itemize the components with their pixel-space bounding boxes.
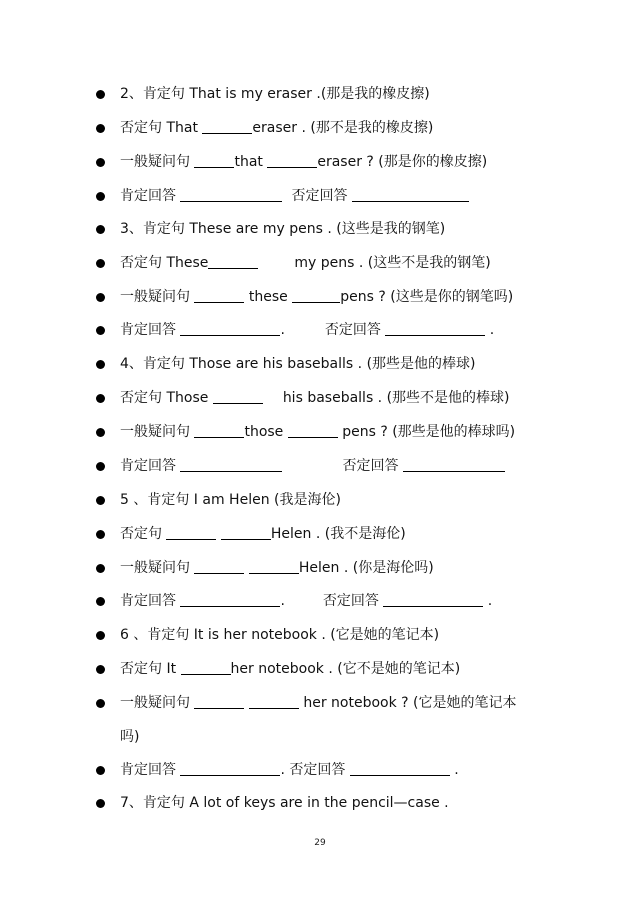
text-line: [120, 793, 449, 813]
answer-blank[interactable]: [383, 592, 483, 607]
line-text: eraser ? (那是你的橡皮擦): [317, 154, 488, 170]
bullet: [96, 462, 105, 471]
answer-blank[interactable]: [385, 321, 485, 336]
line-text: 2、肯定句 That is my eraser .(那是我的橡皮擦): [120, 86, 430, 102]
line-text: Helen . (我不是海伦): [270, 526, 406, 542]
line-text: 吗): [120, 729, 140, 745]
text-line: [120, 388, 510, 408]
answer-blank[interactable]: [350, 761, 450, 776]
answer-blank[interactable]: [213, 389, 263, 404]
text-line: [120, 558, 434, 578]
text-line: [120, 186, 469, 206]
answer-blank[interactable]: [403, 457, 505, 472]
text-line: [120, 287, 513, 307]
text-line: [120, 118, 433, 138]
line-text: 一般疑问句: [120, 695, 195, 711]
line-text: 肯定回答: [120, 458, 181, 474]
line-text: .: [280, 322, 285, 338]
answer-blank[interactable]: [249, 694, 299, 709]
line-text: 7、肯定句 A lot of keys are in the pencil—case .: [120, 795, 449, 811]
line-text: 一般疑问句: [120, 289, 195, 305]
line-text: these: [244, 289, 293, 305]
bullet: [96, 799, 105, 808]
bullet: [96, 326, 105, 335]
text-line: [120, 625, 439, 645]
text-line: [120, 524, 406, 544]
line-text: 肯定回答: [120, 322, 181, 338]
bullet: [96, 225, 105, 234]
answer-blank[interactable]: [180, 592, 280, 607]
line-text: 否定句 That: [120, 120, 203, 136]
text-line: [120, 490, 341, 510]
bullet: [96, 158, 105, 167]
line-text: pens ? (那些是他的棒球吗): [337, 424, 516, 440]
answer-blank[interactable]: [194, 423, 244, 438]
text-line: [120, 591, 492, 611]
page-number: 29: [314, 838, 326, 848]
bullet: [96, 766, 105, 775]
text-line: [120, 219, 445, 239]
text-line: [120, 354, 476, 374]
answer-blank[interactable]: [352, 187, 469, 202]
answer-blank[interactable]: [249, 559, 299, 574]
text-line: [120, 760, 459, 780]
line-text: 5 、肯定句 I am Helen (我是海伦): [120, 492, 341, 508]
line-text: 一般疑问句: [120, 560, 195, 576]
bullet: [96, 293, 105, 302]
answer-blank[interactable]: [194, 153, 234, 168]
line-text: .: [449, 762, 459, 778]
line-text: 4、肯定句 Those are his baseballs . (那些是他的棒球): [120, 356, 476, 372]
line-text: those: [244, 424, 288, 440]
line-text: 一般疑问句: [120, 424, 195, 440]
line-text: .: [483, 593, 493, 609]
line-text: 否定回答: [342, 458, 403, 474]
answer-blank[interactable]: [288, 423, 338, 438]
line-text: 肯定回答: [120, 762, 181, 778]
text-line: [120, 320, 494, 340]
bullet: [96, 360, 105, 369]
line-text: that: [234, 154, 268, 170]
answer-blank[interactable]: [194, 288, 244, 303]
line-text: 否定回答: [324, 322, 386, 338]
line-text: 否定句: [120, 526, 167, 542]
line-text: 否定回答: [291, 188, 352, 204]
answer-blank[interactable]: [194, 559, 244, 574]
bullet: [96, 124, 105, 133]
line-text: Helen . (你是海伦吗): [298, 560, 434, 576]
line-text: 6 、肯定句 It is her notebook . (它是她的笔记本): [120, 627, 440, 643]
answer-blank[interactable]: [267, 153, 317, 168]
line-text: 否定回答: [322, 593, 384, 609]
line-text: 一般疑问句: [120, 154, 195, 170]
line-text: .: [280, 593, 285, 609]
line-text: my pens . (这些不是我的钢笔): [294, 255, 491, 271]
bullet: [96, 192, 105, 201]
line-text: 否定句 These: [120, 255, 209, 271]
text-line: [120, 693, 517, 713]
line-text: eraser . (那不是我的橡皮擦): [252, 120, 434, 136]
bullet: [96, 597, 105, 606]
bullet: [96, 699, 105, 708]
line-text: . 否定回答: [280, 762, 350, 778]
answer-blank[interactable]: [180, 761, 280, 776]
line-text: his baseballs . (那些不是他的棒球): [282, 390, 510, 406]
text-line: [120, 152, 487, 172]
text-line-continuation: [120, 727, 139, 747]
text-line: [120, 659, 460, 679]
answer-blank[interactable]: [180, 321, 280, 336]
answer-blank[interactable]: [194, 694, 244, 709]
answer-blank[interactable]: [180, 187, 282, 202]
bullet: [96, 259, 105, 268]
text-line: [120, 253, 491, 273]
bullet: [96, 90, 105, 99]
bullet: [96, 564, 105, 573]
bullet: [96, 530, 105, 539]
line-text: 肯定回答: [120, 188, 181, 204]
text-line: [120, 422, 515, 442]
answer-blank[interactable]: [202, 119, 252, 134]
answer-blank[interactable]: [180, 457, 282, 472]
answer-blank[interactable]: [208, 254, 258, 269]
text-line: [120, 84, 430, 104]
line-text: her notebook . (它不是她的笔记本): [230, 661, 461, 677]
bullet: [96, 631, 105, 640]
line-text: 否定句 It: [120, 661, 181, 677]
answer-blank[interactable]: [181, 660, 231, 675]
bullet: [96, 665, 105, 674]
bullet: [96, 394, 105, 403]
line-text: .: [485, 322, 495, 338]
line-text: 3、肯定句 These are my pens . (这些是我的钢笔): [120, 221, 446, 237]
line-text: pens ? (这些是你的钢笔吗): [340, 289, 514, 305]
bullet: [96, 428, 105, 437]
line-text: her notebook ? (它是她的笔记本: [298, 695, 517, 711]
line-text: 肯定回答: [120, 593, 181, 609]
answer-blank[interactable]: [221, 525, 271, 540]
bullet: [96, 496, 105, 505]
line-text: 否定句 Those: [120, 390, 213, 406]
text-line: [120, 456, 505, 476]
answer-blank[interactable]: [166, 525, 216, 540]
answer-blank[interactable]: [292, 288, 340, 303]
